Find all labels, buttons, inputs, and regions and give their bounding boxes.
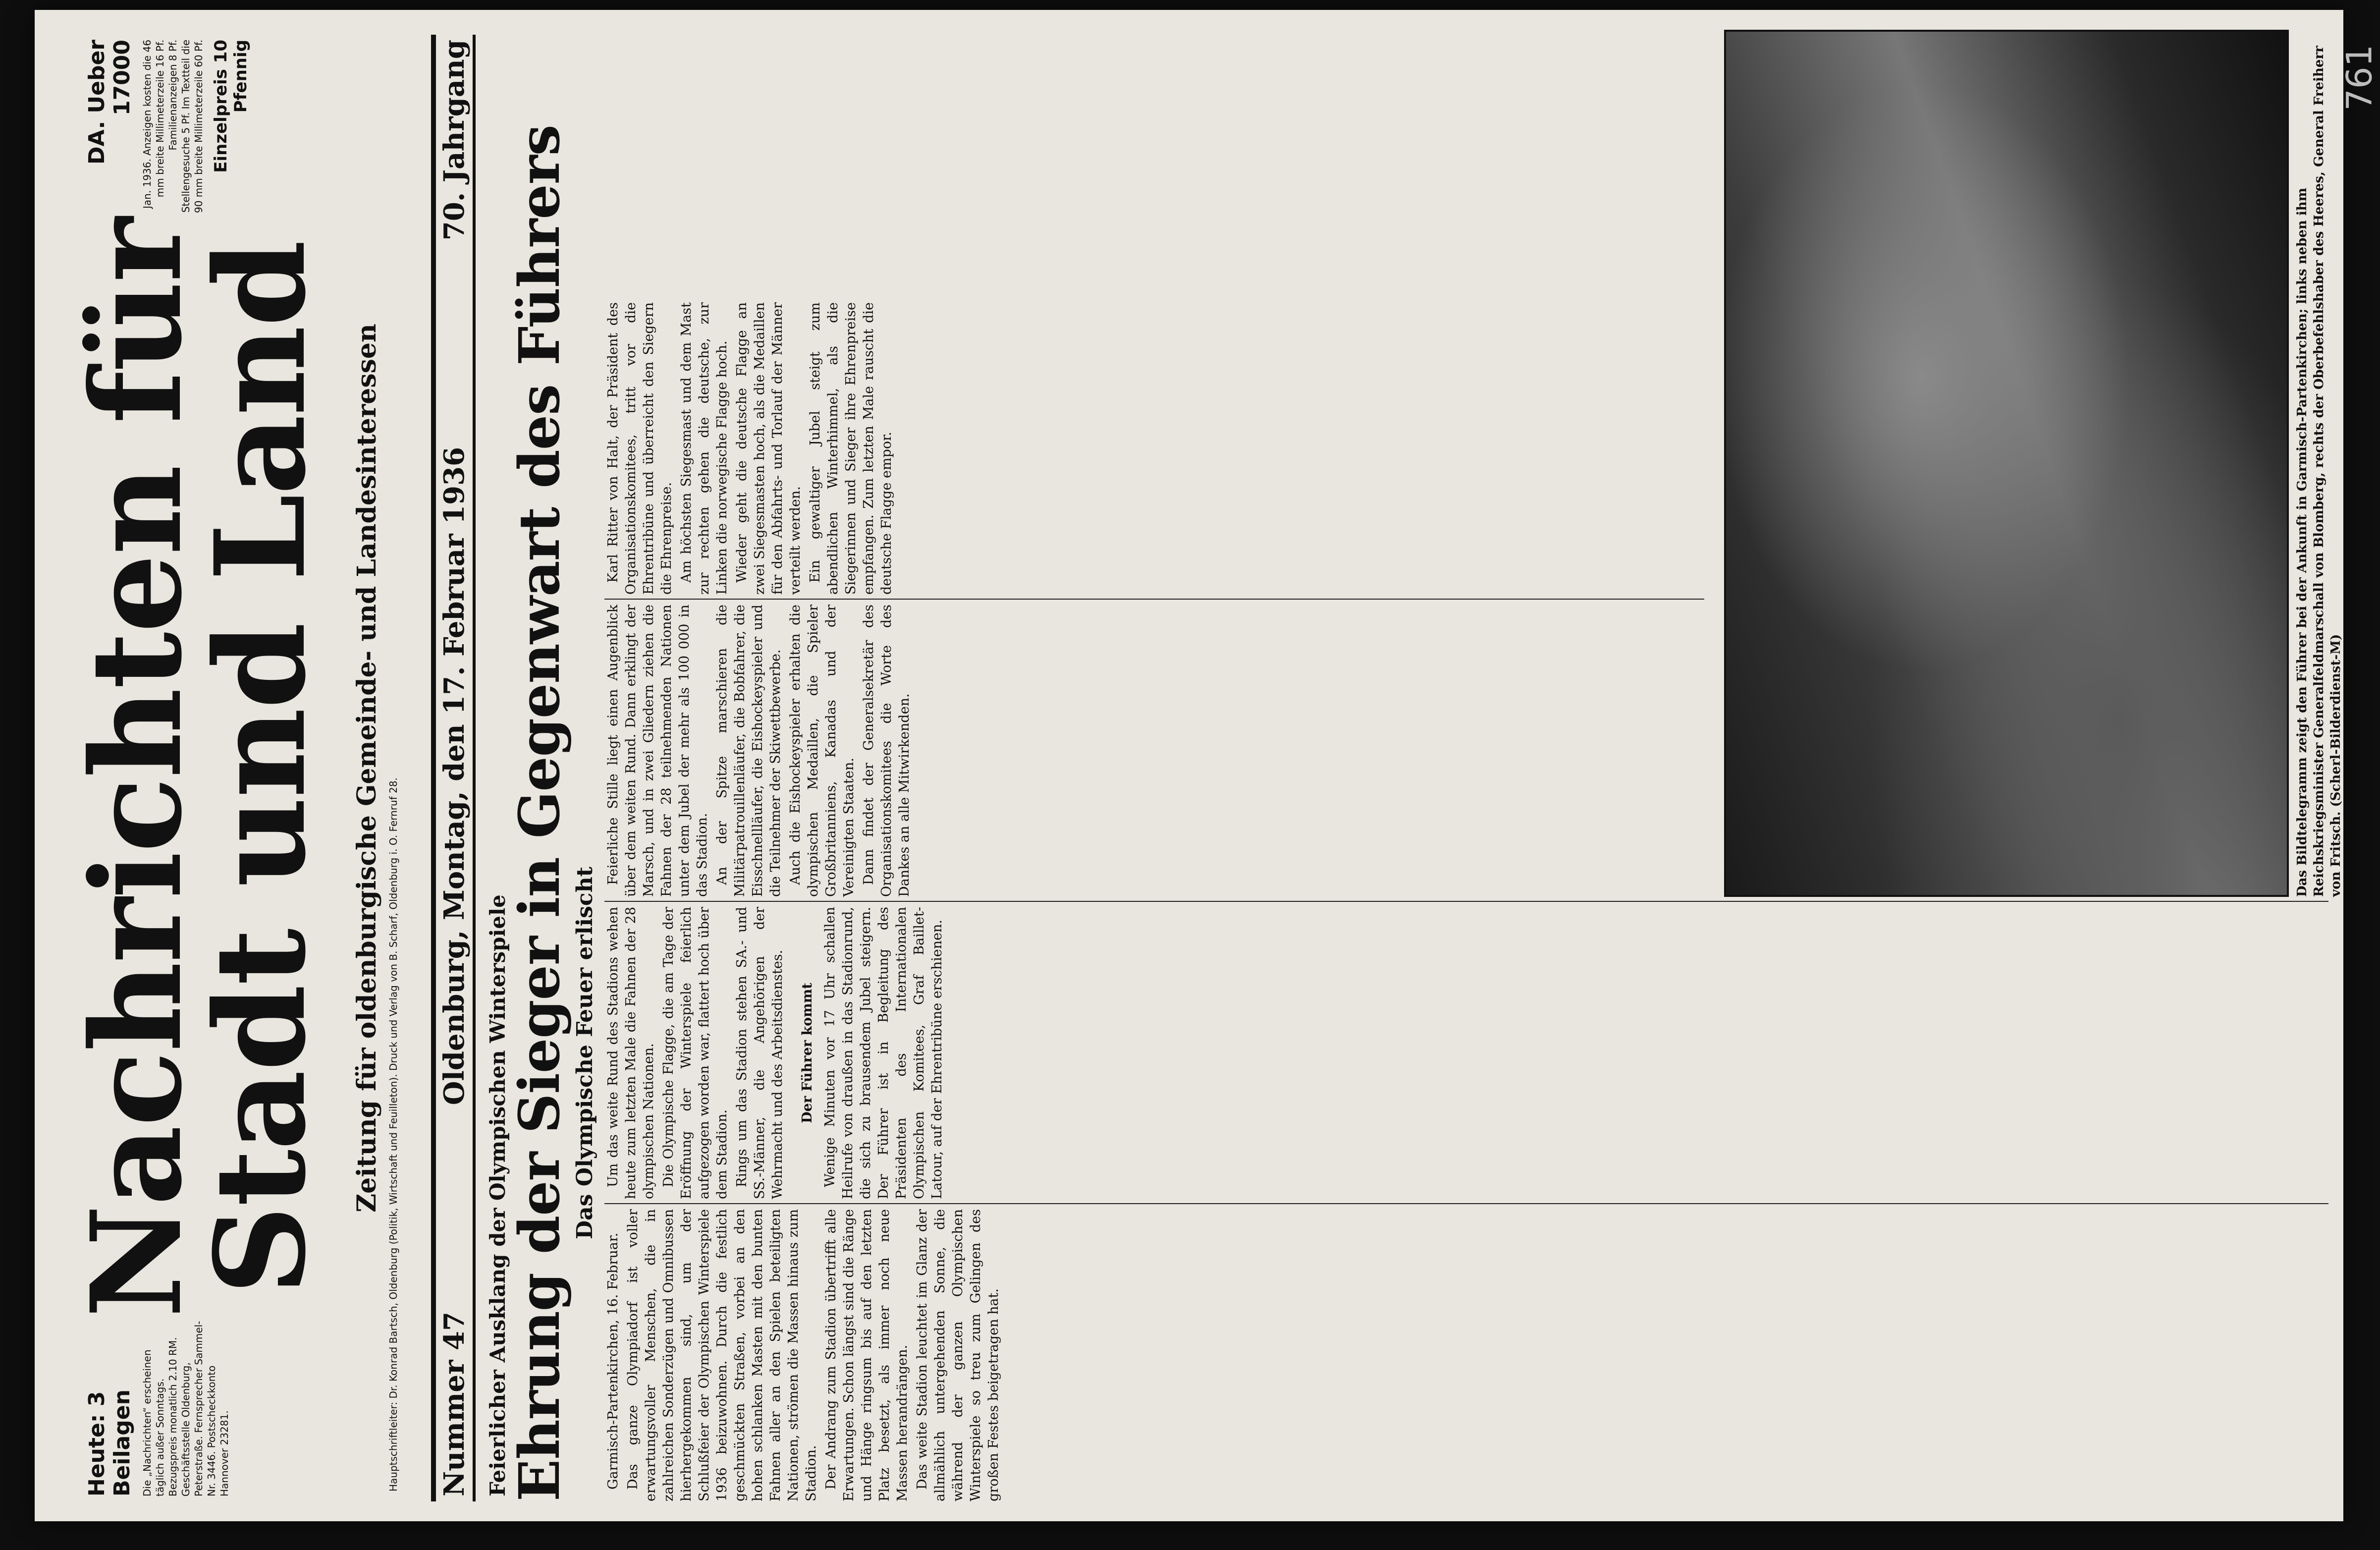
article-paragraph: Der Andrang zum Stadion übertrifft alle Erwartungen. Schon längst sind die Ränge und Hänge ringsum bis auf den letzten Platz besetzt, als immer noch neue Massen herandrängen. bbox=[823, 1209, 910, 1501]
left-ear-box bbox=[84, 1318, 231, 1496]
article-body bbox=[604, 35, 2343, 1501]
article-column-2 bbox=[604, 907, 2328, 1199]
article-paragraph: Garmisch-Partenkirchen, 16. Februar. bbox=[605, 1232, 621, 1490]
article-paragraph: Karl Ritter von Halt, der Präsident des Organisationskomitees, tritt vor die Ehrentribüne und überreicht den Siegern die Ehrenpreise. bbox=[605, 302, 674, 595]
main-headline: Ehrung der Sieger in Gegenwart des Führers bbox=[507, 125, 572, 1501]
newspaper-sheet bbox=[35, 10, 2380, 1521]
archive-stamp: 761 bbox=[2339, 45, 2380, 111]
circulation-note: DA. Ueber 17000 bbox=[84, 40, 135, 165]
news-photo bbox=[1724, 30, 2289, 897]
column-rule bbox=[604, 901, 2328, 902]
dateline-bar bbox=[431, 35, 476, 1501]
masthead bbox=[63, 35, 599, 1501]
article-paragraph: Um das weite Rund des Stadions wehen heute zum letzten Male die Fahnen der 28 olympischen Nationen. bbox=[605, 907, 656, 1199]
newspaper-title: Nachrichten für Stadt und Land bbox=[63, 218, 333, 1318]
supplements-note: Heute: 3 Beilagen bbox=[84, 1389, 135, 1496]
photo-caption: Das Bildtelegramm zeigt den Führer bei der Ankunft in Garmisch-Partenkirchen; links neben ihm Reichskriegsminister Generalfeldmarschall von Blomberg, rechts der Oberbefehlshaber des Heeres, General Freiherr von Fritsch. (Scherl-Bilderdienst-M) bbox=[2295, 46, 2343, 897]
article-subheading: Der Führer kommt bbox=[800, 983, 815, 1123]
article-column-4 bbox=[604, 302, 1704, 595]
article-paragraph: Das ganze Olympiadorf ist voller erwartungsvoller Menschen, die in zahlreichen Sonderzügen und Omnibussen hierhergekommen sind, um der Schlußfeier der Olympischen Winterspiele 1936 beizuwohnen. Durch die festlich geschmückten Straßen, vorbei an den hohen schlanken Masten mit den bunten Fahnen aller an den Spielen beteiligten Nationen, strömen die Massen hinaus zum Stadion. bbox=[625, 1209, 819, 1501]
article-paragraph: An der Spitze marschieren die Militärpatrouillenläufer, die Bobfahrer, die Eisschnellläufer, die Eishockeyspieler und die Teilnehmer der Skiwettbewerbe. bbox=[714, 605, 783, 897]
article-paragraph: Dann findet der Generalsekretär des Organisationskomitees die Worte des Dankes an alle Mitwirkenden. bbox=[861, 605, 912, 897]
headline-deck: Das Olympische Feuer erlischt bbox=[572, 866, 597, 1240]
article-paragraph: Auch die Eishockeyspieler erhalten die olympischen Medaillen, die Spieler Großbritanniens, Kanadas und der Vereinigten Staaten. bbox=[788, 605, 857, 897]
column-rule bbox=[604, 599, 1704, 600]
article-paragraph: Wenige Minuten vor 17 Uhr schallen Heilrufe von draußen in das Stadionrund, die sich zu brausendem Jubel steigern. Der Führer ist in Begleitung des Präsidenten des Internationalen Olympischen Komitees, Graf Baillet-Latour, auf der Ehrentribüne erschienen. bbox=[822, 907, 945, 1199]
single-copy-price: Einzelpreis 10 Pfennig bbox=[211, 40, 251, 173]
article-paragraph: Wieder geht die deutsche Flagge an zwei Siegesmasten hoch, als die Medaillen für den Abfahrts- und Torlauf der Männer verteilt werden. bbox=[734, 302, 803, 595]
left-ear-text: Die „Nachrichten“ erscheinen täglich außer Sonntags. Bezugspreis monatlich 2.10 RM. Geschäftsstelle Oldenburg, Peterstraße. Fernsprecher Sammel-Nr. 3446. Postscheckkonto Hannover 23281. bbox=[141, 1321, 230, 1496]
staff-line: Hauptschriftleiter: Dr. Konrad Bartsch, Oldenburg (Politik, Wirtschaft und Feuilleton). Druck und Verlag von B. Scharf, Oldenburg i. O. Fernruf 28. bbox=[387, 777, 399, 1492]
article-column-3 bbox=[604, 605, 1704, 897]
issue-date: Oldenburg, Montag, den 17. Februar 1936 bbox=[438, 447, 471, 1106]
newspaper-subtitle: Zeitung für oldenburgische Gemeinde- und Landesinteressen bbox=[352, 324, 382, 1213]
article-paragraph: Das weite Stadion leuchtet im Glanz der allmählich untergehenden Sonne, die während der ganzen Olympischen Winterspiele so treu zum Gelingen des großen Festes beigetragen hat. bbox=[915, 1209, 1001, 1501]
article-paragraph: Am höchsten Siegesmast und dem Mast zur rechten gehen die deutsche, zur Linken die norwegische Flagge hoch. bbox=[679, 302, 730, 595]
article-paragraph: Die Olympische Flagge, die am Tage der Eröffnung der Winterspiele feierlich aufgezogen worden war, flattert hoch über dem Stadion. bbox=[661, 907, 730, 1199]
volume-number: 70. Jahrgang bbox=[438, 40, 471, 241]
article-paragraph: Ein gewaltiger Jubel steigt zum abendlichen Winterhimmel, als die Siegerinnen und Sieger ihre Ehrenpreise empfangen. Zum letzten Male rauscht die deutsche Flagge empor. bbox=[808, 302, 894, 595]
right-ear-box bbox=[84, 40, 251, 218]
issue-number: Nummer 47 bbox=[438, 1312, 471, 1496]
newspaper-page bbox=[63, 35, 2343, 1501]
headline-kicker: Feierlicher Ausklang der Olympischen Winterspiele bbox=[486, 894, 510, 1496]
right-ear-text: Jan. 1936. Anzeigen kosten die 46 mm breite Millimeterzeile 16 Pf. Familienanzeigen 8 Pf. Stellengesuche 5 Pf. Im Textteil die 90 mm breite Millimeterzeile 60 Pf. bbox=[141, 40, 205, 213]
article-paragraph: Rings um das Stadion stehen SA.- und SS.-Männer, die Angehörigen der Wehrmacht und des Arbeitsdienstes. bbox=[734, 907, 785, 1199]
article-column-1 bbox=[604, 1209, 2328, 1501]
column-rule bbox=[604, 1203, 2328, 1204]
article-paragraph: Feierliche Stille liegt einen Augenblick über dem weiten Rund. Dann erklingt der Marsch, und in zwei Gliedern ziehen die Fahnen der 28 teilnehmenden Nationen unter dem Jubel der mehr als 100 000 in das Stadion. bbox=[605, 605, 710, 897]
